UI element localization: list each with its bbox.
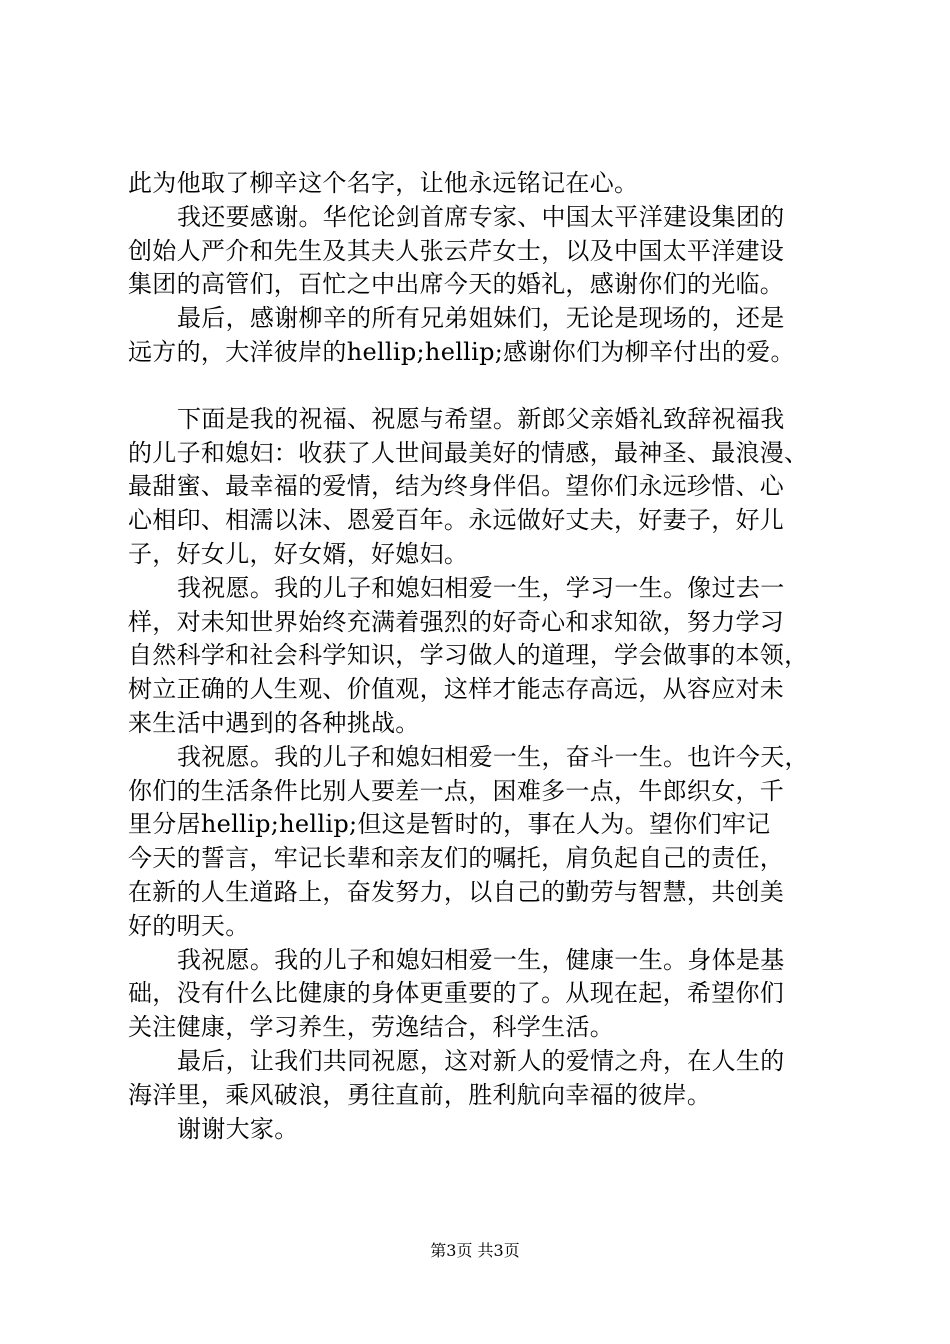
text-line: 集团的高管们，百忙之中出席今天的婚礼，感谢你们的光临。 [128, 270, 785, 299]
text-line: 最甜蜜、最幸福的爱情，结为终身伴侣。望你们永远珍惜、心 [128, 472, 785, 501]
text-line: 远方的，大洋彼岸的hellip;hellip;感谢你们为柳辛付出的爱。 [128, 337, 795, 366]
text-line: 你们的生活条件比别人要差一点，困难多一点，牛郎织女，千 [128, 776, 785, 805]
text-line: 础，没有什么比健康的身体更重要的了。从现在起，希望你们 [128, 979, 785, 1008]
text-line: 子，好女儿，好女婿，好媳妇。 [128, 539, 469, 568]
text-line: 里分居hellip;hellip;但这是暂时的，事在人为。望你们牢记 [128, 810, 771, 839]
text-line: 今天的誓言，牢记长辈和亲友们的嘱托，肩负起自己的责任， [128, 844, 785, 873]
text-line: 来生活中遇到的各种挑战。 [128, 708, 420, 737]
text-line: 的儿子和媳妇：收获了人世间最美好的情感，最神圣、最浪漫、 [128, 438, 809, 467]
document-body [128, 167, 836, 1146]
text-line: 在新的人生道路上，奋发努力，以自己的勤劳与智慧，共创美 [128, 877, 785, 906]
text-line: 海洋里，乘风破浪，勇往直前，胜利航向幸福的彼岸。 [128, 1080, 712, 1109]
text-line: 我祝愿。我的儿子和媳妇相爱一生，学习一生。像过去一 [177, 573, 785, 602]
text-line: 心相印、相濡以沫、恩爱百年。永远做好丈夫，好妻子，好儿 [128, 506, 785, 535]
text-line: 下面是我的祝福、祝愿与希望。新郎父亲婚礼致辞祝福我 [177, 404, 785, 433]
text-line: 样，对未知世界始终充满着强烈的好奇心和求知欲，努力学习 [128, 607, 785, 636]
text-line: 我祝愿。我的儿子和媳妇相爱一生，健康一生。身体是基 [177, 945, 785, 974]
text-line: 我祝愿。我的儿子和媳妇相爱一生，奋斗一生。也许今天， [177, 742, 809, 771]
text-line: 树立正确的人生观、价值观，这样才能志存高远，从容应对未 [128, 675, 785, 704]
text-line: 好的明天。 [128, 911, 250, 940]
text-line: 谢谢大家。 [177, 1114, 299, 1143]
text-line: 最后，感谢柳辛的所有兄弟姐妹们，无论是现场的，还是 [177, 304, 785, 333]
text-line: 此为他取了柳辛这个名字，让他永远铭记在心。 [128, 169, 639, 197]
text-line: 最后，让我们共同祝愿，这对新人的爱情之舟，在人生的 [177, 1046, 785, 1075]
text-line: 我还要感谢。华佗论剑首席专家、中国太平洋建设集团的 [177, 202, 785, 231]
text-line: 自然科学和社会科学知识，学习做人的道理，学会做事的本领， [128, 641, 809, 670]
text-line: 关注健康，学习养生，劳逸结合，科学生活。 [128, 1013, 614, 1042]
text-line: 创始人严介和先生及其夫人张云芹女士，以及中国太平洋建设 [128, 236, 785, 265]
page-number-footer: 第3页 共3页 [430, 1241, 520, 1260]
paragraph-gap [128, 370, 836, 403]
